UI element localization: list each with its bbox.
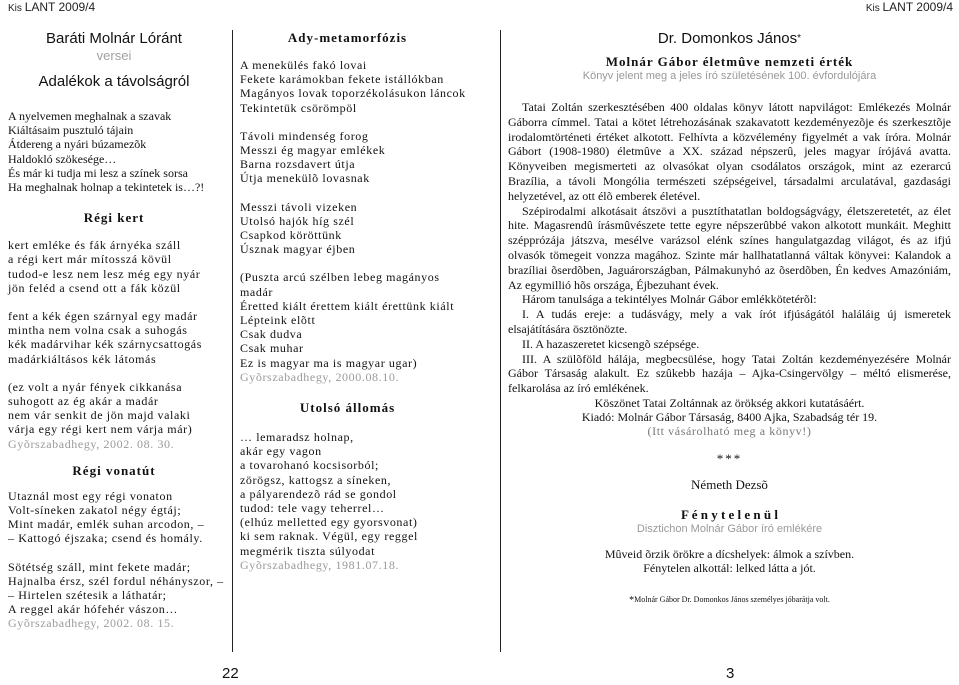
poem-line: suhogott az ég akár a madár xyxy=(8,394,159,409)
poem-line: Kiáltásaim pusztuló tájain xyxy=(8,123,134,138)
poem-line: várja egy régi kert nem várja már) xyxy=(8,422,193,437)
poem-line: Csapkod köröttünk xyxy=(240,228,342,243)
poem-line: Fekete karámokban fekete istállókban xyxy=(240,72,444,87)
poet-name: Németh Dezsõ xyxy=(691,476,768,492)
column-left xyxy=(8,30,224,631)
publisher-line: Kiadó: Molnár Gábor Társaság, 8400 Ajka, Szabadság tér 19. xyxy=(581,410,878,425)
poem-title-adalekok: Adalékok a távolságról xyxy=(38,73,190,90)
column-middle xyxy=(240,30,466,572)
poem-line: Utolsó hajók híg szél xyxy=(240,213,355,228)
poem-line: Átdereng a nyári búzamezõk xyxy=(8,137,147,152)
thanks-line: Köszönet Tatai Zoltánnak az örökség akkori kutatásáért. xyxy=(594,395,865,410)
column-divider-left xyxy=(232,30,233,652)
section-separator: *** xyxy=(716,450,743,466)
poem-line: Fénytelen alkottál: lelked látta a jót. xyxy=(643,560,816,575)
poem-line: akár egy vagon xyxy=(240,444,322,459)
poem-line: Útja menekülõ lovasnak xyxy=(240,171,370,186)
poem-line: Távoli mindenség forog xyxy=(240,128,369,143)
poem-line: Utaznál most egy régi vonaton xyxy=(8,488,173,503)
poem-line: Haldokló szökesége… xyxy=(8,151,117,166)
poem-line: mintha nem volna csak a suhogás xyxy=(8,323,188,338)
poem-title-fenytelenul: F é n y t e l e n ü l xyxy=(680,506,778,522)
poem-line: Volt-síneken zakatol négy égtáj; xyxy=(8,503,182,518)
poem-title-utolso-allomas: Utolsó állomás xyxy=(299,400,396,416)
poem-line: Úsznak magyar éjben xyxy=(240,242,356,257)
poem-line: Tekintetük csörömpöl xyxy=(240,100,357,115)
footnote xyxy=(508,595,951,606)
author-name: Baráti Molnár Lóránt xyxy=(46,30,182,47)
poem-line: Messzi ég magyar emlékek xyxy=(240,143,386,158)
author-subtitle: versei xyxy=(96,48,132,63)
lessons-list xyxy=(508,307,951,396)
article-subtitle: Könyv jelent meg a jeles író születésének 100. évfordulójára xyxy=(582,70,877,82)
poem-line: – Kattogó éjszaka; csend és homály. xyxy=(8,531,203,546)
poem-line: Mûveid õrzik örökre a dícshelyek: álmok a szívben. xyxy=(604,546,855,561)
poem-line: tudod-e lesz nem lesz még egy nyár xyxy=(8,266,201,281)
poem-place-date: Gyõrszabadhegy, 1981.07.18. xyxy=(240,557,400,572)
article-body xyxy=(508,100,951,307)
column-divider-right xyxy=(500,30,501,652)
poem-line: Csak muhar xyxy=(240,341,304,356)
column-right xyxy=(508,30,951,606)
footnote-text: Molnár Gábor Dr. Domonkos János személyes jóbarátja volt. xyxy=(634,594,830,604)
poem-title-regi-vonatut: Régi vonatút xyxy=(72,462,156,478)
poem-line: madárkiáltásos kék látomás xyxy=(8,351,157,366)
poem-place-date: Gyõrszabadhegy, 2000.08.10. xyxy=(240,369,400,384)
poem-title-ady: Ady-metamorfózis xyxy=(287,30,408,45)
poem-line: zörögsz, kattogsz a síneken, xyxy=(240,472,392,487)
poem-line: jön feléd a csend ott a fák közül xyxy=(8,280,181,295)
poem-adalekok xyxy=(8,109,220,194)
lesson-item: III. A szülõföld hálája, megbecsülése, hogy Tatai Zoltán kezdeményezésére Molnár Gábor Társaság alakult. Ez szûkebb hazája – Ajka-Csingervölgy – méltó elismerése, felkarolása az író emlékének. xyxy=(508,351,951,396)
poem-line: (ez volt a nyár fények cikkanása xyxy=(8,379,183,394)
poem-line: Éretted kiált érettem kiált érettünk kiált xyxy=(240,298,455,313)
header-right-small: Kis xyxy=(865,3,880,14)
poem-line: kert emléke és fák árnyéka száll xyxy=(8,238,181,253)
poem-regi-vonatut xyxy=(8,488,224,631)
page-number-left: 22 xyxy=(222,665,239,682)
poem-line: a régi kert már mítosszá kövül xyxy=(8,252,172,267)
poem-line: kék madárvihar kék szárnycsattogás xyxy=(8,337,202,352)
article-paragraph: Tatai Zoltán szerkesztésében 400 oldalas könyv látott napvilágot: Emlékezés Molnár Gáborra címmel. Tatai a kötet létrehozásának szakavatott kezdeményezõje és szerkesztõje irodalomtörténeti értéket alkotott. Felhívta a közvélemény figyelmét a vak íróra. Molnár Gábort (1908-1980) életmûve a XX. század népszerû, jeles magyar írójává avatta. Könyveiben megismerteti az olvasókat olyan csodálatos országok, mint az ezerarcú Brazília, a távoli Mongólia természeti szépségeivel, társadalmi arculatával, gazdasági helyzetével, az ott élõ emberek életével. xyxy=(508,100,951,203)
poem-line: Ha meghalnak holnap a tekintetek is…?! xyxy=(8,180,205,195)
article-author-name: Dr. Domonkos János xyxy=(657,30,798,47)
article-paragraph: Három tanulsága a tekintélyes Molnár Gábor emlékkötetérõl: xyxy=(522,292,817,307)
poem-line: Lépteink elõtt xyxy=(240,313,316,328)
poem-dedication: Disztichon Molnár Gábor író emlékére xyxy=(636,522,823,535)
poem-line: – Hirtelen szétesik a láthatár; xyxy=(8,588,167,603)
poem-line: ki sem raknak. Végül, egy reggel xyxy=(240,529,418,544)
poem-line: Messzi távoli vizeken xyxy=(240,199,358,214)
poem-line: (elhúz melletted egy gyorsvonat) xyxy=(240,515,418,530)
poem-utolso-allomas xyxy=(240,430,455,572)
header-right-title: LANT 2009/4 xyxy=(882,0,953,14)
poem-ady-metamorfozis xyxy=(240,58,466,384)
poem-line: Csak dudva xyxy=(240,327,303,342)
poem-line: a tovarohanó kocsisorból; xyxy=(240,458,379,473)
poem-line: Hajnalba érsz, szél fordul néhányszor, – xyxy=(8,573,224,588)
poem-line: madár xyxy=(240,284,273,299)
article-paragraph: Szépirodalmi alkotásait átszövi a pusztíthatatlan boldogságvágy, életszeretetét, az élet hite. Magasrendû írásmûvészete tette egyre népszerûbbé vakon alkotott munkáit. Meghitt szépprózája játszva, mesélve varázsol elénk színes hangulatgazdag világot, és az ifjú olvasók tömegeit vonzza magához. Szinte már hallhatatlanná váltak könyvei: Kalandok a brazíliai õserdõben, Jaguárországban, Pálmakunyhó az õserdõben, Én kedves Amazóniám, Az egymillió hõs országa, Éjbezuhant évek. xyxy=(508,203,951,292)
availability-line: (Itt vásárolható meg a könyv!) xyxy=(647,424,812,439)
poem-place-date: Gyõrszabadhegy, 2002. 08. 15. xyxy=(8,616,175,631)
poem-line: Magányos lovak toporzékolásukon láncok xyxy=(240,86,466,101)
poem-line: megmérik tiszta súlyodat xyxy=(240,543,376,558)
poem-line: a pályarendezõ rád se gondol xyxy=(240,486,397,501)
poem-line: (Puszta arcú szélben lebeg magányos xyxy=(240,270,440,285)
poem-title-regi-kert: Régi kert xyxy=(83,210,145,226)
header-left xyxy=(8,0,95,14)
poem-line: fent a kék égen szárnyal egy madár xyxy=(8,309,198,324)
poem-line: Barna rozsdavert útja xyxy=(240,157,356,172)
poem-line: És már ki tudja mi lesz a színek sorsa xyxy=(8,165,188,180)
poem-line: Sötétség száll, mint fekete madár; xyxy=(8,559,191,574)
poem-line: Ez is magyar ma is magyar ugar) xyxy=(240,355,418,370)
poem-line: A nyelvemen meghalnak a szavak xyxy=(8,109,172,123)
poem-line: nem vár senkit de jön majd valaki xyxy=(8,408,191,423)
header-left-title: LANT 2009/4 xyxy=(24,0,96,14)
poem-line: Mint madár, emlék suhan arcodon, – xyxy=(8,517,205,532)
article-author xyxy=(508,30,951,48)
poem-regi-kert xyxy=(8,238,220,451)
poem-place-date: Gyõrszabadhegy, 2002. 08. 30. xyxy=(8,436,175,451)
lesson-item: II. A hazaszeretet kicsengõ szépsége. xyxy=(522,336,700,351)
lesson-item: I. A tudás ereje: a tudásvágy, mely a vak írót ifjúságától haláláig új ismeretek elsajátítására ösztönözte. xyxy=(508,307,951,336)
footnote-mark: * xyxy=(629,594,635,606)
author-footnote-mark: * xyxy=(797,33,802,44)
page-number-right: 3 xyxy=(726,665,735,682)
header-left-small: Kis xyxy=(8,3,22,14)
poem-line: A menekülés fakó lovai xyxy=(240,58,367,72)
poem-line: … lemaradsz holnap, xyxy=(240,430,354,445)
poem-line: tudod: tele vagy teherrel… xyxy=(240,501,385,516)
poem-line: A reggel akár hófehér vászon… xyxy=(8,602,179,617)
article-title: Molnár Gábor életmûve nemzeti érték xyxy=(605,54,854,69)
header-right xyxy=(866,0,953,14)
